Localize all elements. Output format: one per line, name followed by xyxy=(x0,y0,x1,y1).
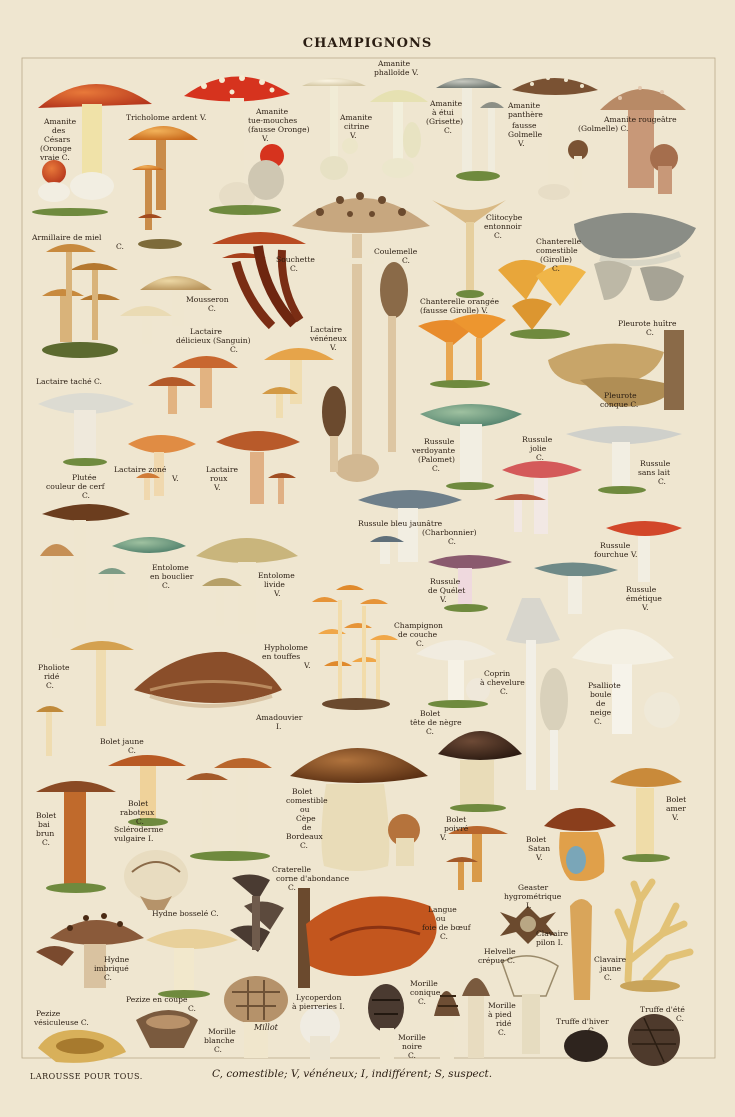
label-lactaire-tache: Lactaire taché C. xyxy=(36,377,102,386)
label-hypholome-1: Hypholome xyxy=(264,643,308,652)
label-champignon-couche-3: C. xyxy=(416,639,424,648)
label-truffe-hiver-1: Truffe d'hiver xyxy=(556,1017,609,1026)
label-amadouvier-1: Amadouvier xyxy=(256,713,303,722)
label-entolome-livide-3: V. xyxy=(274,589,281,598)
label-psalliote-3: de xyxy=(596,699,606,708)
label-plutee-3: C. xyxy=(82,491,90,500)
label-poivre-2: poivré xyxy=(444,824,469,833)
label-russule-bleu-1: Russule bleu jaunâtre xyxy=(358,519,443,528)
label-russule-fourchue-1: Russule xyxy=(600,541,631,550)
label-scleroderme-2: vulgaire I. xyxy=(114,834,154,843)
label-champignon-couche-1: Champignon xyxy=(394,621,443,630)
label-russule-quelet-2: de Quélet xyxy=(428,586,466,595)
hydne-imbrique-illustration xyxy=(36,913,144,988)
label-pezize-vesiculeuse-2: vésiculeuse C. xyxy=(34,1018,89,1027)
label-geaster-2: hygrométrique xyxy=(504,892,562,901)
label-russule-bleu-2: (Charbonnier) xyxy=(422,528,477,537)
label-lactaire-zone-2: V. xyxy=(172,474,179,483)
label-etui-2: à étui xyxy=(432,108,454,117)
label-scleroderme-1: Scléroderme xyxy=(114,825,164,834)
langue-de-boeuf-illustration xyxy=(298,888,437,988)
scleroderme-vulgaire-illustration xyxy=(124,850,188,910)
label-etui-1: Amanite xyxy=(430,99,463,108)
label-morille-conique-2: conique xyxy=(410,988,441,997)
label-entolome-bouclier-3: C. xyxy=(162,581,170,590)
label-geaster-1: Geaster xyxy=(518,883,549,892)
label-phalloide-2: phalloïde V. xyxy=(374,68,419,77)
label-langue-1: Langue xyxy=(428,905,457,914)
morille-blanche-illustration xyxy=(224,976,288,1058)
label-russule-jolie-2: jolie xyxy=(530,444,547,453)
label-armillaire-1: Armillaire de miel xyxy=(32,233,102,242)
label-morille-pied-1: Morille xyxy=(488,1001,516,1010)
label-russule-emetique-3: V. xyxy=(642,603,649,612)
label-coprin-3: C. xyxy=(500,687,508,696)
label-citrine-3: V. xyxy=(350,131,357,140)
label-bolet-satan-3: V. xyxy=(536,853,543,862)
lactaire-delicieux-illustration xyxy=(148,356,238,414)
label-psalliote-1: Psalliote xyxy=(588,681,621,690)
label-bai-brun-1: Bolet xyxy=(36,811,57,820)
label-armillaire-2: C. xyxy=(116,242,124,251)
pleurote-huitre-illustration xyxy=(574,213,696,301)
label-lactaire-roux-1: Lactaire xyxy=(206,465,238,474)
label-chanterelle-1: Chanterelle xyxy=(536,237,582,246)
label-pezize-coupe-2: C. xyxy=(188,1004,196,1013)
publisher-credit: LAROUSSE POUR TOUS. xyxy=(30,1072,143,1081)
label-souchette-2: C. xyxy=(290,264,298,273)
label-chanterelle-orangee-2: (fausse Girolle) V. xyxy=(420,306,488,315)
label-cepe-3: ou xyxy=(300,805,310,814)
label-plutee-1: Plutée xyxy=(72,473,97,482)
label-bai-brun-2: bai xyxy=(38,820,50,829)
label-amanite-cesars-2: des xyxy=(52,126,66,135)
morille-noire-illustration xyxy=(368,984,404,1064)
label-poivre-3: V. xyxy=(440,833,447,842)
chanterelle-comestible-illustration xyxy=(498,260,586,339)
artist-signature: Millot xyxy=(254,1023,278,1032)
label-psalliote-4: neige xyxy=(590,708,612,717)
label-langue-4: C. xyxy=(440,932,448,941)
label-entolome-bouclier-1: Entolome xyxy=(152,563,189,572)
label-russule-quelet-1: Russule xyxy=(430,577,461,586)
label-morille-noire-3: C. xyxy=(408,1051,416,1060)
label-raboteux-2: raboteux xyxy=(120,808,155,817)
label-lactaire-veneneux-2: vénéneux xyxy=(310,334,347,343)
label-tue-mouches-1: Amanite xyxy=(256,107,289,116)
label-rougeatre-2: (Golmelle) C. xyxy=(578,124,629,133)
label-russule-verdoyante-1: Russule xyxy=(424,437,455,446)
clavaire-pilon-illustration xyxy=(570,899,592,1000)
pezize-en-coupe-illustration xyxy=(136,1010,198,1048)
label-coulemelle-2: C. xyxy=(402,256,410,265)
label-pholiote-1: Pholiote xyxy=(38,663,70,672)
label-psalliote-5: C. xyxy=(594,717,602,726)
label-russule-jolie-1: Russule xyxy=(522,435,553,444)
label-cepe-6: Bordeaux xyxy=(286,832,323,841)
label-pezize-vesiculeuse-1: Pezize xyxy=(36,1009,61,1018)
label-chanterelle-2: comestible xyxy=(536,246,578,255)
plate-title: CHAMPIGNONS xyxy=(302,36,433,51)
label-champignon-couche-2: de couche xyxy=(398,630,438,639)
label-citrine-1: Amanite xyxy=(340,113,373,122)
morille-conique-illustration xyxy=(434,991,460,1060)
label-panthere-3: fausse xyxy=(512,121,537,130)
label-lactaire-delicieux-3: C. xyxy=(230,345,238,354)
label-tete-de-negre-2: tête de nègre xyxy=(410,718,462,727)
label-pholiote-2: ridé xyxy=(44,672,60,681)
truffe-d-hiver-illustration xyxy=(564,1030,608,1062)
label-morille-conique-1: Morille xyxy=(410,979,438,988)
label-coprin-2: à chevelure xyxy=(480,678,525,687)
label-mousseron-1: Mousseron xyxy=(186,295,229,304)
label-russule-verdoyante-4: C. xyxy=(432,464,440,473)
label-morille-noire-1: Morille xyxy=(398,1033,426,1042)
label-raboteux-1: Bolet xyxy=(128,799,149,808)
label-amanite-cesars-4: (Oronge xyxy=(40,144,72,153)
label-helvelle-2: crépue C. xyxy=(478,956,515,965)
label-bai-brun-3: brun xyxy=(36,829,55,838)
amanite-rougeatre-illustration xyxy=(600,86,686,194)
label-russule-bleu-3: C. xyxy=(448,537,456,546)
label-lactaire-zone-1: Lactaire zoné xyxy=(114,465,167,474)
label-morille-blanche-2: blanche xyxy=(204,1036,235,1045)
russule-lilas-illustration xyxy=(534,562,618,614)
clavaire-jaune-illustration xyxy=(618,882,690,992)
label-psalliote-2: boule xyxy=(590,690,612,699)
label-poivre-1: Bolet xyxy=(446,815,467,824)
bolet-tete-de-negre-illustration xyxy=(438,731,522,812)
tricholome-ardent-illustration xyxy=(128,126,198,249)
label-lycoperdon-2: à pierreries I. xyxy=(292,1002,345,1011)
truffe-d-ete-illustration xyxy=(628,1014,680,1066)
label-helvelle-1: Helvelle xyxy=(484,947,516,956)
label-morille-conique-3: C. xyxy=(418,997,426,1006)
label-entolome-livide-1: Entolome xyxy=(258,571,295,580)
label-panthere-2: panthère xyxy=(508,110,543,119)
label-chanterelle-orangee-1: Chanterelle orangée xyxy=(420,297,500,306)
craterelle-corne-d-abondance-illustration xyxy=(230,874,284,952)
label-raboteux-3: C. xyxy=(136,817,144,826)
label-clitocybe-3: C. xyxy=(494,231,502,240)
label-mousseron-2: C. xyxy=(208,304,216,313)
label-tete-de-negre-1: Bolet xyxy=(420,709,441,718)
label-souchette-1: Souchette xyxy=(276,255,315,264)
lactaire-tache-illustration xyxy=(38,393,134,466)
label-clitocybe-2: entonnoir xyxy=(484,222,522,231)
label-craterelle-3: C. xyxy=(288,883,296,892)
label-hydne-imbrique-3: C. xyxy=(104,973,112,982)
amanite-phalloide-illustration xyxy=(370,90,428,178)
hypholome-en-touffes-illustration xyxy=(312,585,398,710)
label-craterelle-1: Craterelle xyxy=(272,865,311,874)
label-truffe-hiver-2: C. xyxy=(588,1026,596,1035)
label-chanterelle-3: (Girolle) xyxy=(540,255,572,264)
edibility-legend: C, comestible; V, vénéneux; I, indifférent; S, suspect. xyxy=(212,1068,493,1080)
label-lycoperdon-1: Lycoperdon xyxy=(296,993,342,1002)
label-citrine-2: citrine xyxy=(344,122,370,131)
label-clavaire-pilon-1: Clavaire xyxy=(536,929,569,938)
label-rougeatre-1: Amanite rougeâtre xyxy=(604,115,677,124)
label-pleurote-huitre-1: Pleurote huître xyxy=(618,319,677,328)
label-morille-pied-4: C. xyxy=(498,1028,506,1037)
label-tue-mouches-4: V. xyxy=(262,134,269,143)
bolet-poivre-illustration xyxy=(446,826,508,890)
label-cepe-2: comestible xyxy=(286,796,328,805)
label-bolet-jaune-1: Bolet jaune xyxy=(100,737,144,746)
coprin-a-chevelure-illustration xyxy=(506,598,568,790)
label-russule-emetique-2: émétique xyxy=(626,594,662,603)
label-bolet-amer-2: amer xyxy=(666,804,686,813)
label-truffe-ete-1: Truffe d'été xyxy=(640,1005,685,1014)
label-hypholome-2: en touffes xyxy=(262,652,301,661)
label-amanite-cesars-5: vraie C. xyxy=(40,153,70,162)
label-hydne-bossele: Hydne bosselé C. xyxy=(152,909,219,918)
label-hypholome-3: V. xyxy=(304,661,311,670)
label-langue-2: ou xyxy=(436,914,446,923)
label-coprin-1: Coprin xyxy=(484,669,511,678)
label-chanterelle-4: C. xyxy=(552,264,560,273)
label-russule-emetique-1: Russule xyxy=(626,585,657,594)
label-bolet-amer-3: V. xyxy=(672,813,679,822)
morille-a-pied-ride-illustration xyxy=(462,978,490,1058)
label-etui-4: C. xyxy=(444,126,452,135)
label-coulemelle-1: Coulemelle xyxy=(374,247,418,256)
label-langue-3: foie de bœuf xyxy=(422,923,471,932)
label-bolet-amer-1: Bolet xyxy=(666,795,687,804)
label-morille-pied-2: à pied xyxy=(488,1010,512,1019)
label-tricholome-ardent: Tricholome ardent V. xyxy=(126,113,207,122)
armillaire-de-miel-illustration xyxy=(42,244,120,358)
amanite-tue-mouches-illustration xyxy=(184,75,290,215)
hydne-bossele-illustration xyxy=(146,929,238,998)
label-bolet-jaune-2: C. xyxy=(128,746,136,755)
label-truffe-ete-2: C. xyxy=(676,1014,684,1023)
souchette-illustration xyxy=(212,232,306,326)
label-morille-pied-3: ridé xyxy=(496,1019,512,1028)
label-pleurote-huitre-2: C. xyxy=(646,328,654,337)
label-hydne-imbrique-2: imbriqué xyxy=(94,964,129,973)
amadouvier-illustration xyxy=(134,652,282,706)
label-russule-fourchue-2: fourchue V. xyxy=(594,550,638,559)
label-panthere-1: Amanite xyxy=(508,101,541,110)
label-cepe-7: C. xyxy=(300,841,308,850)
label-craterelle-2: corne d'abondance xyxy=(276,874,350,883)
label-phalloide-1: Amanite xyxy=(378,59,411,68)
label-clavaire-pilon-2: pilon I. xyxy=(536,938,564,947)
label-russule-verdoyante-2: verdoyante xyxy=(412,446,456,455)
label-amanite-cesars-3: Césars xyxy=(44,135,71,144)
label-russule-sans-lait-2: sans lait xyxy=(638,468,671,477)
label-geaster-3: I. xyxy=(526,901,532,910)
label-russule-verdoyante-3: (Palomet) xyxy=(418,455,455,464)
label-russule-sans-lait-3: C. xyxy=(658,477,666,486)
label-cepe-5: de xyxy=(302,823,312,832)
label-clavaire-jaune-1: Clavaire xyxy=(594,955,627,964)
label-russule-jolie-3: C. xyxy=(536,453,544,462)
label-tete-de-negre-3: C. xyxy=(426,727,434,736)
bolet-raboteux-illustration xyxy=(186,758,272,861)
chanterelle-orangee-illustration xyxy=(418,314,506,388)
label-entolome-livide-2: livide xyxy=(264,580,285,589)
label-pholiote-3: C. xyxy=(46,681,54,690)
label-lactaire-roux-3: V. xyxy=(214,483,221,492)
label-pleurote-conque-1: Pleurote xyxy=(604,391,637,400)
label-russule-sans-lait-1: Russule xyxy=(640,459,671,468)
label-panthere-4: Golmelle xyxy=(508,130,543,139)
label-panthere-5: V. xyxy=(518,139,525,148)
label-tue-mouches-2: tue-mouches xyxy=(248,116,298,125)
label-lactaire-delicieux-2: délicieux (Sanguin) xyxy=(176,336,251,345)
label-tue-mouches-3: (fausse Oronge) xyxy=(248,125,310,134)
label-lactaire-delicieux-1: Lactaire xyxy=(190,327,222,336)
label-morille-noire-2: noire xyxy=(402,1042,423,1051)
label-morille-blanche-1: Morille xyxy=(208,1027,236,1036)
label-bolet-satan-2: Satan xyxy=(528,844,551,853)
label-pezize-coupe-1: Pezize en coupe xyxy=(126,995,188,1004)
label-plutee-2: couleur de cerf xyxy=(46,482,105,491)
label-amadouvier-2: I. xyxy=(276,722,282,731)
cepe-de-bordeaux-illustration xyxy=(290,748,428,871)
label-cepe-4: Cèpe xyxy=(296,814,316,823)
label-entolome-bouclier-2: en bouclier xyxy=(150,572,194,581)
label-amanite-cesars-1: Amanite xyxy=(44,117,77,126)
label-clavaire-jaune-2: jaune xyxy=(600,964,622,973)
label-clitocybe-1: Clitocybe xyxy=(486,213,523,222)
label-russule-quelet-3: V. xyxy=(440,595,447,604)
label-bolet-satan-1: Bolet xyxy=(526,835,547,844)
label-morille-blanche-3: C. xyxy=(214,1045,222,1054)
label-lactaire-roux-2: roux xyxy=(210,474,228,483)
label-bai-brun-4: C. xyxy=(42,838,50,847)
label-pleurote-conque-2: conque C. xyxy=(600,400,639,409)
label-lactaire-veneneux-3: V. xyxy=(330,343,337,352)
label-hydne-imbrique-1: Hydne xyxy=(104,955,130,964)
label-cepe-1: Bolet xyxy=(292,787,313,796)
label-etui-3: (Grisette) xyxy=(426,117,464,126)
lycoperdon-a-pierreries-illustration xyxy=(300,1006,340,1060)
bolet-satan-illustration xyxy=(544,808,616,881)
label-clavaire-jaune-3: C. xyxy=(604,973,612,982)
label-lactaire-veneneux-1: Lactaire xyxy=(310,325,342,334)
